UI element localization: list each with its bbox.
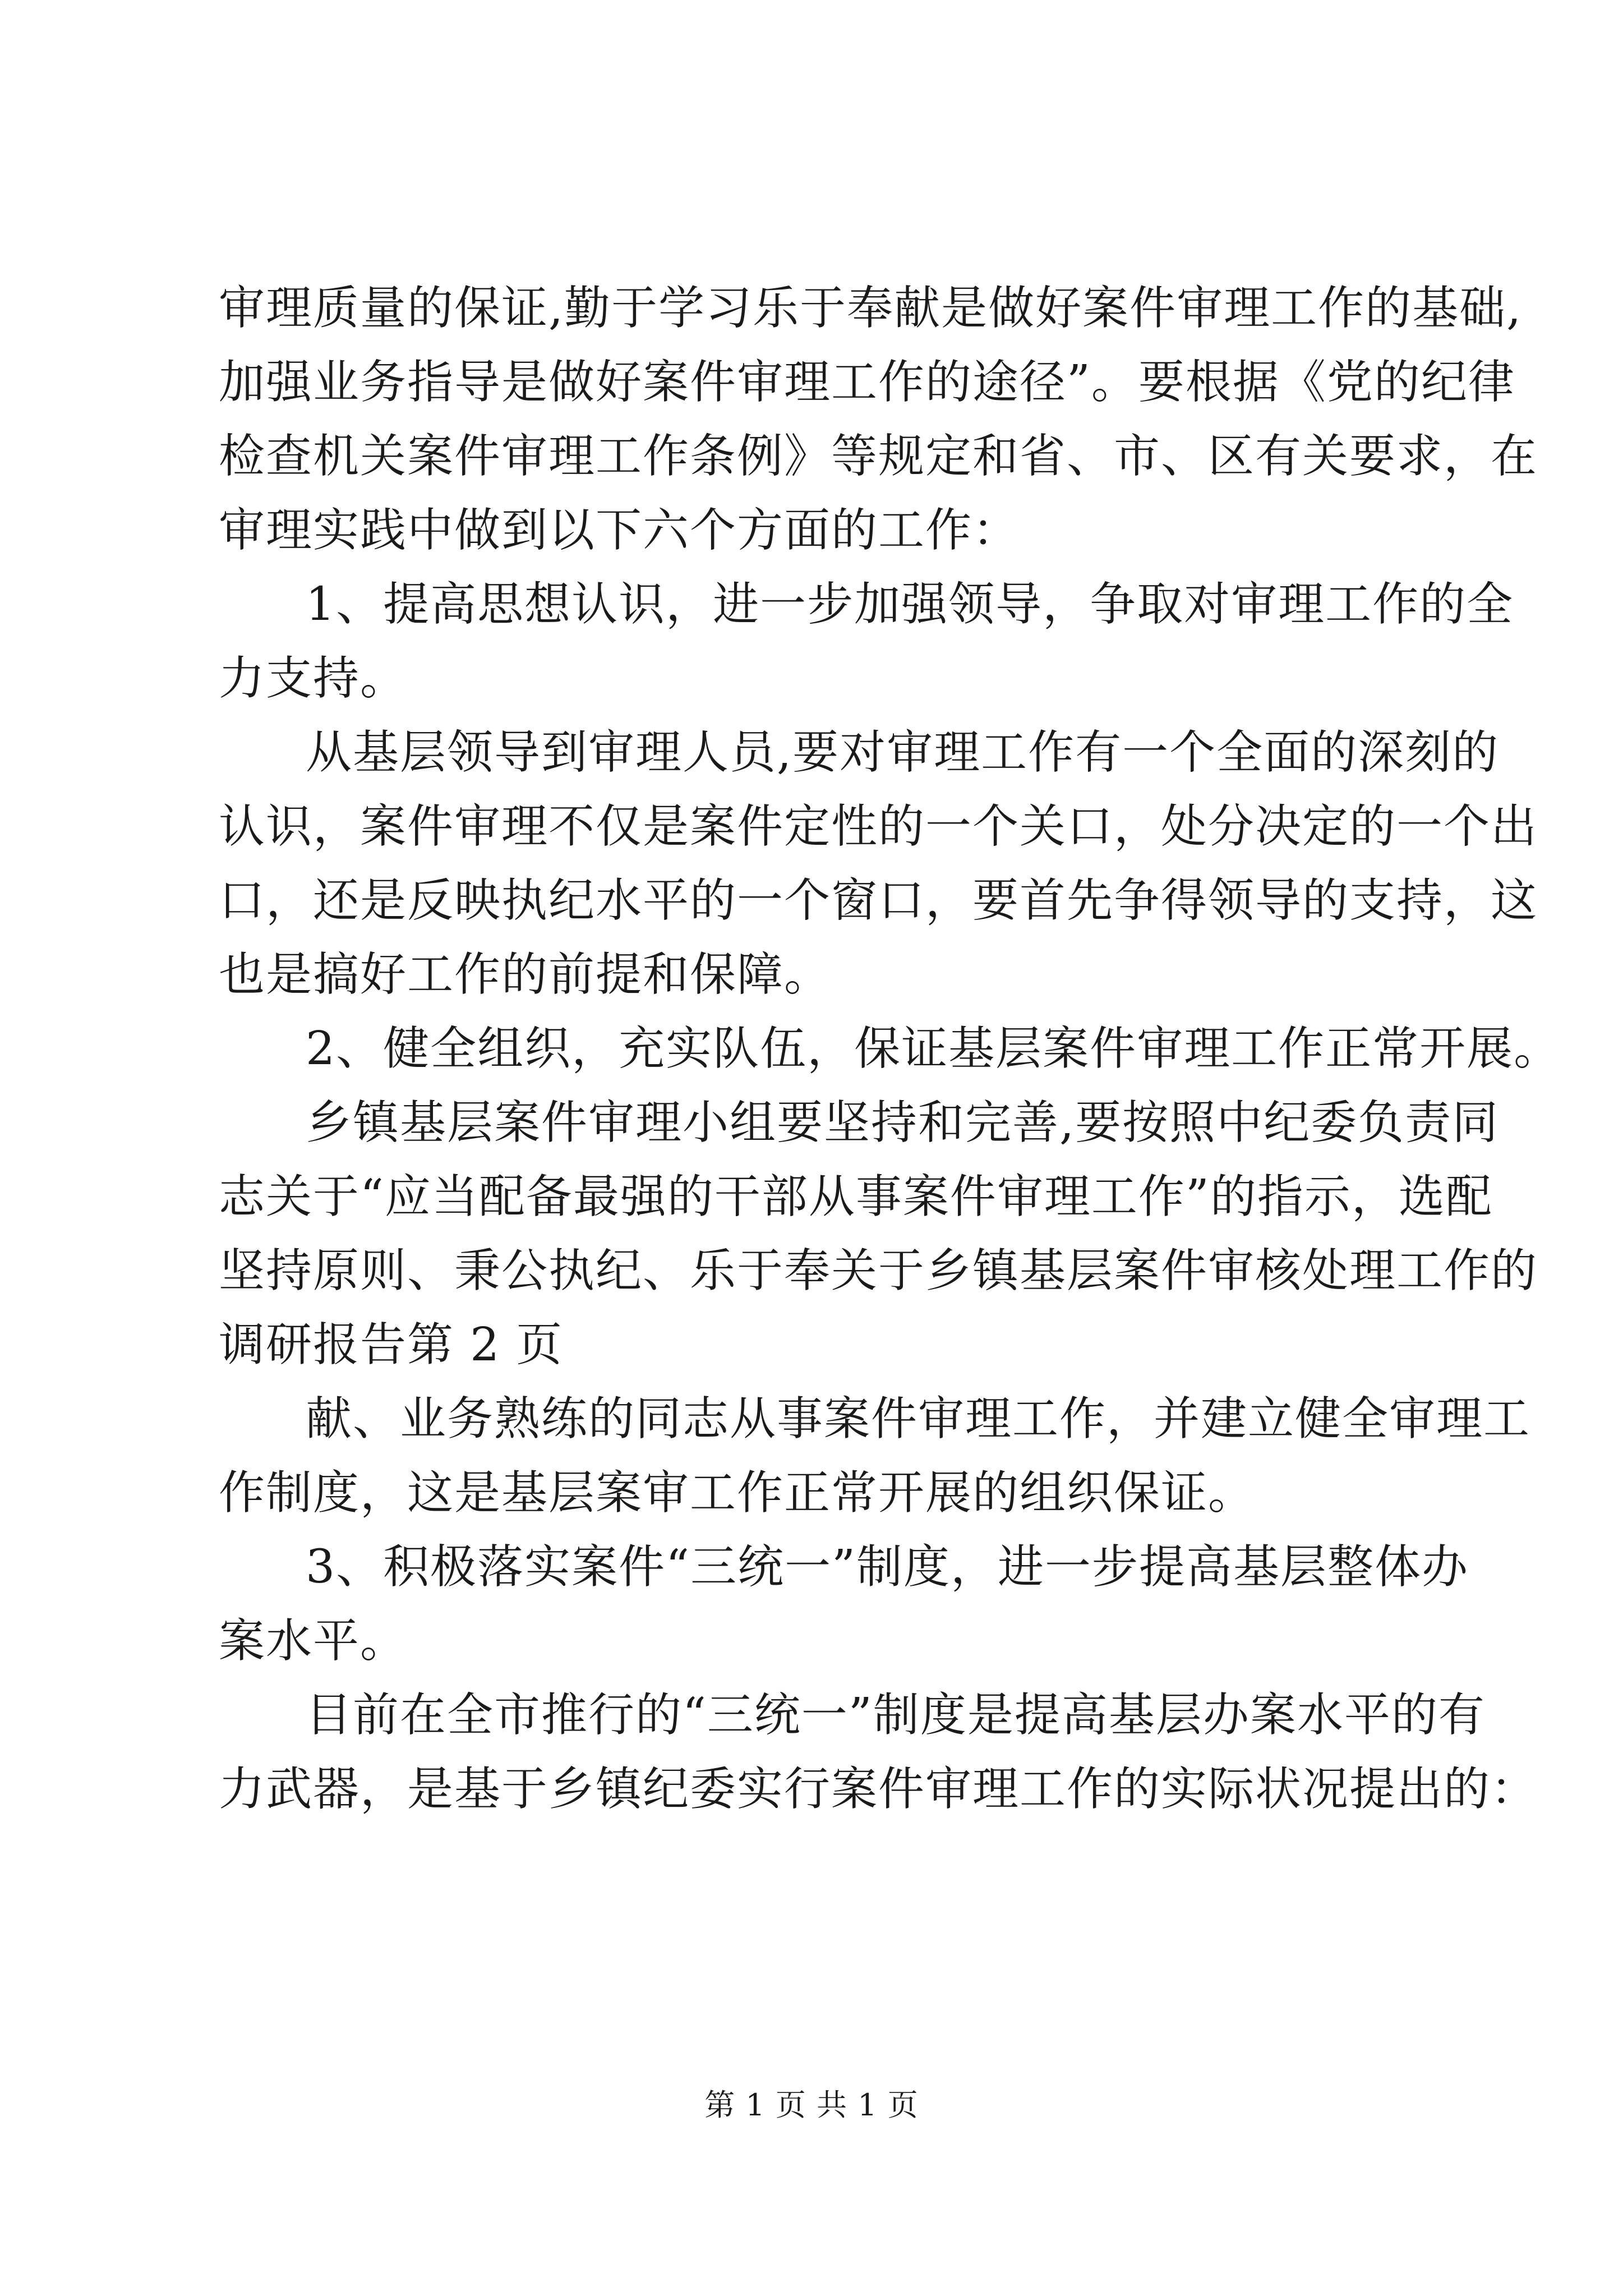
text-line: 审理实践中做到以下六个方面的工作： [219,504,1020,557]
text-line: 3、积极落实案件“三统一”制度，进一步提高基层整体办 [306,1540,1469,1594]
text-line: 口，还是反映执纪水平的一个窗口，要首先争得领导的支持，这 [219,874,1538,927]
text-line: 坚持原则、秉公执纪、乐于奉关于乡镇基层案件审核处理工作的 [219,1244,1538,1297]
text-line: 1、提高思想认识，进一步加强领导，争取对审理工作的全 [306,578,1514,631]
text-line: 也是搞好工作的前提和保障。 [219,948,832,1001]
text-line: 认识，案件审理不仅是案件定性的一个关口，处分决定的一个出 [219,800,1538,853]
text-line: 献、业务熟练的同志从事案件审理工作，并建立健全审理工 [306,1392,1531,1446]
text-line: 案水平。 [219,1614,408,1668]
text-line: 乡镇基层案件审理小组要坚持和完善,要按照中纪委负责同 [306,1096,1500,1149]
text-line: 加强业务指导是做好案件审理工作的途径”。要根据《党的纪律 [219,356,1515,409]
text-line: 志关于“应当配备最强的干部从事案件审理工作”的指示，选配 [219,1170,1493,1223]
page-footer: 第 1 页 共 1 页 [704,2087,919,2123]
text-line: 检查机关案件审理工作条例》等规定和省、市、区有关要求，在 [219,430,1538,483]
text-line: 从基层领导到审理人员,要对审理工作有一个全面的深刻的 [306,726,1500,779]
text-line: 力武器，是基于乡镇纪委实行案件审理工作的实际状况提出的： [219,1763,1538,1816]
text-line: 作制度，这是基层案审工作正常开展的组织保证。 [219,1466,1256,1520]
text-line: 2、健全组织，充实队伍，保证基层案件审理工作正常开展。 [306,1022,1561,1075]
text-line: 目前在全市推行的“三统一”制度是提高基层办案水平的有 [306,1688,1486,1742]
text-line: 力支持。 [219,652,408,705]
text-line: 审理质量的保证,勤于学习乐于奉献是做好案件审理工作的基础, [219,282,1523,335]
text-line: 调研报告第 2 页 [219,1318,564,1372]
